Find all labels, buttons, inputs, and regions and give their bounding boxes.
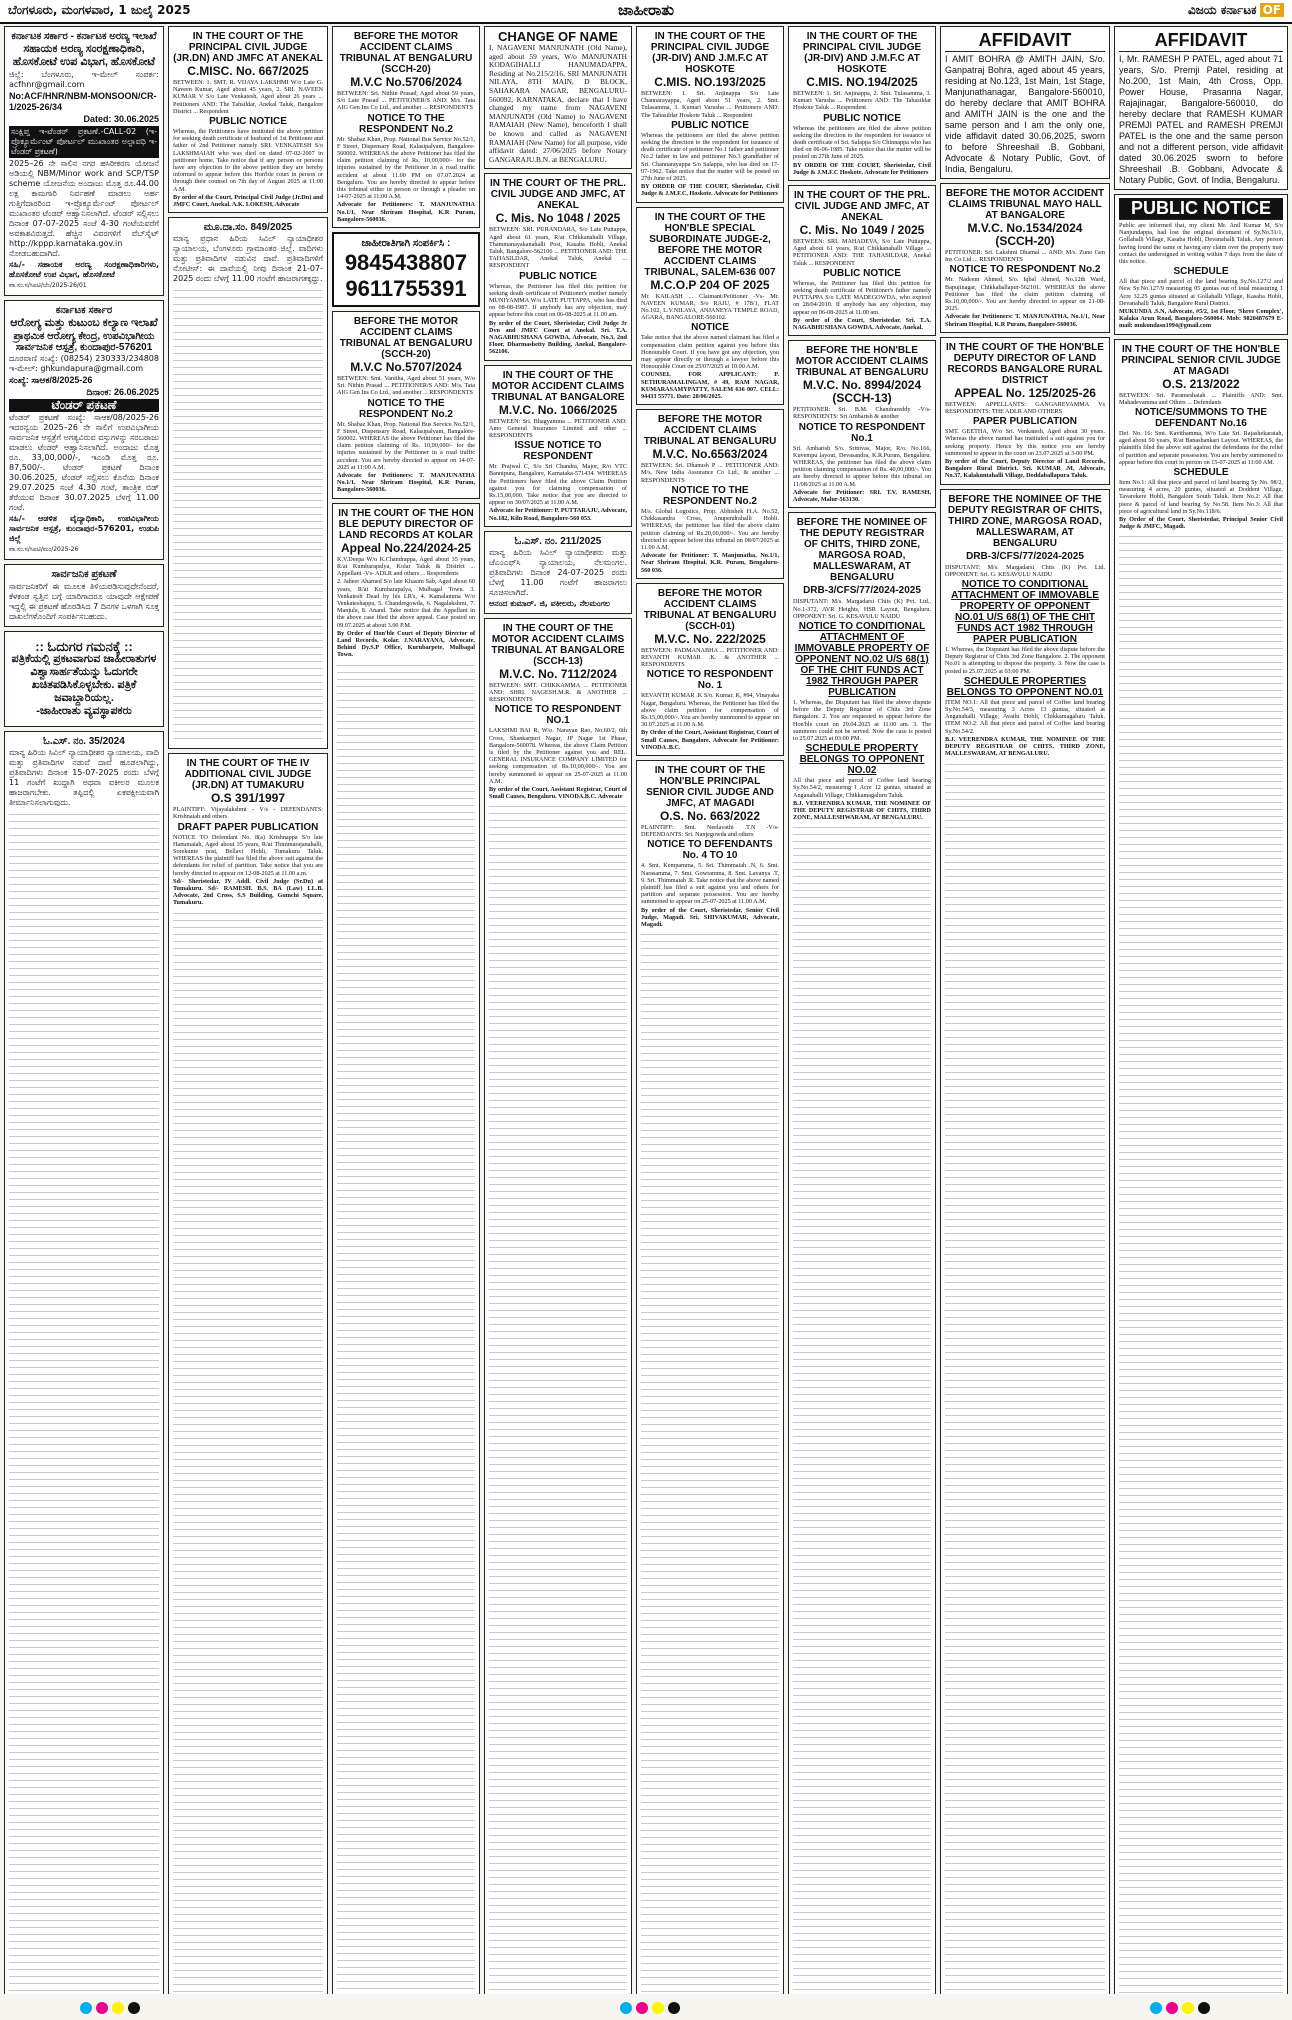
parties: BETWEEN: Sri. Bhagyamma ... PETITIONER AND: Amo General Insurance Limited and other ... RESPONDENTS (489, 417, 627, 439)
notice-heading: ISSUE NOTICE TO RESPONDENT (514, 440, 602, 463)
notice-signature: By order of the Court, Sheristedar. Sri. T.A. NAGABHUSHANA GOWDA, Advocate, Anekal. (793, 316, 931, 332)
ad-contact-label: ಜಾಹೀರಾತಿಗಾಗಿ ಸಂಪರ್ಕಿಸಿ : (361, 238, 451, 250)
page-header (0, 0, 1292, 24)
court-name: BEFORE THE MOTOR ACCIDENT CLAIMS TRIBUNAL MAYO HALL AT BANGALORE (945, 188, 1105, 221)
notice-signature: By Order of the Court, Assistant Registrar, Court of Small Causes, Bangalore. Advocate for Petitioner: VINODA .B.C. (641, 729, 779, 751)
notice-body: ಸಾರ್ವಜನಿಕರಿಗೆ ಈ ಮೂಲಕ ತಿಳಿಯಪಡಿಸುವುದೇನೆಂದರೆ, ಕೆಳಕಂಡ ಸ್ವತ್ತಿನ ಬಗ್ಗೆ ಯಾರಿಗಾದರೂ ಯಾವುದೇ ಆಕ್ಷೇಪಣೆ ಇದ್ದಲ್ಲಿ ಈ ಪ್ರಕಟಣೆ ಹೊರಡಿಸಿದ 7 ದಿನಗಳ ಒಳಗಾಗಿ ಸೂಕ್ತ ದಾಖಲೆಗಳೊಂದಿಗೆ ಸಂಪರ್ಕಿಸಬಹುದು. (9, 582, 159, 621)
case-number: O.S. 213/2022 (1162, 376, 1240, 391)
notice-heading: NOTICE TO RESPONDENT NO.1 (494, 704, 622, 727)
header-date: ಬೆಂಗಳೂರು, ಮಂಗಳವಾರ, 1 ಜುಲೈ 2025 (8, 3, 191, 17)
notice-body: Whereas, the Petitioners have instituted the above petition for seeking death certificate of husband of 1st Petitioner and father of 2nd Petitioner namely SRI. VENKATESH S/o LAKSHMAIAH who was died on dated 07-02-2007 in petitioner home. Take notice that if any person or persons have any objection to the above petition they are hereby informed to appear before this Hon'ble court in person or through their counsel on 7th day of August 2025 at 11:00 A.M. (173, 128, 323, 193)
notice-signature: By Order of Hon'ble Court of Deputy Director of Land Records, Kolar. J.NARAYANA, Advocate, Behind Dy.S.P Office, Kurubarpete, Mulbagal Town. (337, 629, 475, 659)
tender-heading: ಟೆಂಡರ್ ಪ್ರಕಟಣೆ (9, 399, 159, 412)
notice-body: M/s. Global Logistics, Prop. Abhishek H.A. No.52, Chikkasandra Cross, Anupendrahalli Hobli. WHEREAS, the petitioner has filed the above claim petition claiming of Rs.20,00,000/-. You are hereby directed to appear before this tribunal on 08/07/2025 at 11.00 A.M. (641, 507, 779, 551)
schedule-heading: SCHEDULE (1173, 266, 1229, 278)
claims-notice-7112 (484, 618, 632, 1994)
notice-signature: ಆನಂದ ಕುಮಾರ್. ಜಿ, ವಕೀಲರು, ನೆಲಮಂಗಲ (489, 598, 610, 608)
advisory-line-2: ವಿಶ್ವಾಸಾರ್ಹತೆಯನ್ನು ಓದುಗರೇ ಖಚಿತಪಡಿಸಿಕೊಳ್ಳಬೇಕು. ಪತ್ರಿಕೆ ಜವಾಬ್ದಾರಿಯಲ್ಲ. (30, 666, 138, 704)
notice-heading: PUBLIC NOTICE (519, 270, 597, 282)
schedule-body: All that piece and parcel of Coffee land bearing Sy.No.54/2, measuring 1 Acre 12 guntas, situated at Anganahalli Village, Chikkamagaluru Taluk. (793, 777, 931, 799)
court-suit-notice-kn (4, 731, 164, 1994)
notice-heading: NOTICE TO RESPONDENT No. 1 (646, 669, 774, 692)
parties: BETWEEN: Sri. Nithin Prasad, Aged about 59 years, S/o Late Prasad ... PETITIONER/S AND: M/s. Tata AIG Gen Ins Co Ltd., and another ... RESPONDENTS (337, 90, 475, 112)
parties: PLAINTIFF: Smt. Neelavathi .T.N -V/s- DEFENDANTS: Sri. Nanjegowda and others (641, 823, 779, 839)
change-of-name-notice (484, 26, 632, 169)
notice-signature: Advocate for Petitioner: SRI. T.V. RAMESH, Advocate, Malur-563130. (793, 488, 931, 504)
notice-body: ಮಾನ್ಯ ಹಿರಿಯ ಸಿವಿಲ್ ನ್ಯಾಯಾಧೀಶರ ನ್ಯಾಯಾಲಯ, ವಾದಿ ಮತ್ತು ಪ್ರತಿವಾದಿಗಳ ನಡುವೆ ದಾವೆ ಹೂಡಲಾಗಿದ್ದು, ಪ್ರತಿವಾದಿಗಳು ದಿನಾಂಕ 15-07-2025 ರಂದು ಬೆಳಗ್ಗೆ 11 ಗಂಟೆಗೆ ಖುದ್ದಾಗಿ ಅಥವಾ ವಕೀಲರ ಮೂಲಕ ಹಾಜರಾಗಬೇಕು. ತಪ್ಪಿದಲ್ಲಿ ಏಕಪಕ್ಷೀಯವಾಗಿ ತೀರ್ಮಾನಿಸಲಾಗುವುದು. (9, 748, 159, 807)
case-number: ಮೂ.ದಾ.ಸಂ. 849/2025 (203, 222, 293, 234)
case-number: APPEAL No. 125/2025-26 (954, 385, 1096, 400)
parties: BETWEEN: 1. SMT. R. VIJAYA LAKSHMI W/o Late G. Naveen Kumar, Aged about 45 years, 2. SRI. NAVEEN KUMAR V S/o Late Venkatesh, Aged about 26 years ... Petitioners AND: The Tahsildar, Anekal Taluk, Bangalore District ... Respondent (173, 79, 323, 115)
court-name: IN THE COURT OF THE HON'BLE PRINCIPAL SENIOR CIVIL JUDGE AT MAGADI (1121, 343, 1281, 377)
notice-signature: B.J. VEERENDRA KUMAR, THE NOMINEE OF THE DEPUTY REGISTRAR OF CHITS, THIRD ZONE, MALLESWARAM, AT BENGALURU. (945, 735, 1105, 758)
office-line: ಸಹಾಯಕ ಅರಣ್ಯ ಸಂರಕ್ಷಣಾಧಿಕಾರಿ, (23, 43, 145, 55)
tender-code: ವಾ.ಸಂ.ಸ/ಸಿಐಟಿ/ಬೆಂ/2025-26/01 (9, 282, 87, 289)
parties: BETWEEN: Smt. Vanitha, Aged about 51 years, W/o Sri. Nithin Prasad ... PETITIONER/S AND: M/s. Tata AIG Gen Ins Co Ltd., and another ... RESPONDENTS (337, 375, 475, 397)
registration-dot (668, 2002, 680, 2014)
court-name: IN THE COURT OF THE HON'BLE PRINCIPAL SENIOR CIVIL JUDGE AND JMFC, AT MAGADI (646, 764, 774, 809)
dense-body-text (641, 929, 779, 1994)
case-number: O.S. No. 663/2022 (659, 808, 761, 823)
notice-body: Whereas the petitioners are filed the above petition seeking the direction to the respondent for issuance of death certificate of petitioner No.1 father and petitioner No.2 father in law and petitioner No.3 grandfather of Sri. Channarayappa S/o Salappa, who has died on 17-07-1962. Take notice that the matter will be posted on 27th June of 2025. (641, 131, 779, 183)
case-number: C. Mis. No 1049 / 2025 (799, 223, 925, 238)
tender-call-banner: ಸಂಕ್ಷಿಪ್ತ ಇ-ಟೆಂಡರ್ ಪ್ರಕಟಣೆ.-CALL-02 (ಇ-ಪ್ರೊಕ್ಯೂರ್ಮೆಂಟ್ ಪೋರ್ಟಲ್ ಮುಖಾಂತರ ಅಲ್ಪಾವಧಿ ಇ-ಟೆಂಡರ್ ಪ್ರಕಟಣೆ) (11, 127, 157, 156)
column-2 (168, 26, 328, 1994)
court-name: IN THE COURT OF THE HON'BLE DEPUTY DIRECTOR OF LAND RECORDS BANGALORE RURAL DISTRICT (946, 341, 1104, 386)
claims-notice-1534 (940, 183, 1110, 333)
parties: BETWEEN: 1. Sri. Anjinappa, 2. Smt. Tulasamma, 3. Kumari Varusha ... Petitioners AND: The Tahasildar Hoskote Taluk ... Respondent (793, 90, 931, 112)
dense-body-text (9, 809, 159, 1994)
public-notice-lost-document (1114, 194, 1288, 335)
claims-notice-6563 (636, 409, 784, 578)
parties: BETWEEN: SRI. PURANDARA, S/o Late Puttappa, Aged about 61 years, R/at Chikkanahalli Village, Thammanayakanahalli Post, Kasaba Hobli, Anekal Taluk, Bangalore-562106 ... PETITIONER AND: THE TAHASILDAR, Anekal Taluk, Anekal ... RESPONDENT (489, 226, 627, 270)
court-name: IN THE COURT OF THE PRINCIPAL CIVIL JUDGE (JR-DIV) AND J.M.F.C AT HOSKOTE (802, 31, 922, 75)
notice-heading: ಸಾರ್ವಜನಿಕ ಪ್ರಕಟಣೆ (51, 569, 117, 580)
parties: PLAINTIFF: Vijayalakshmi - V/s - DEFENDANTS: Krishnaiah and others (173, 806, 323, 821)
govt-line: ಕರ್ನಾಟಕ ಸರ್ಕಾರ - ಕರ್ನಾಟಕ ಅರಣ್ಯ ಇಲಾಖೆ (11, 31, 157, 42)
schedule-body: Item No.1: All that piece and parcel of land bearing Sy No. 98/2, measuring 4 acres, 20 guntas, situated at Doddeni Village, Tavarekere Hobli, Bangalore South Taluk. Item No.2: All that piece & parcel of land bearing Sy No.58. Item No.3: All that piece of agricultural land in Sy.No.118/6. (1119, 479, 1283, 515)
parties: K.V.Deepa W/o K.Chandrappa, Aged about 35 years, R/at Kumbarapalya, Kolar Taluk & District ... Appellant -Vs- ADLR and others ... Respondents (337, 555, 475, 578)
court-name: IN THE COURT OF THE HON BLE DEPUTY DIRECTOR OF LAND RECORDS AT KOLAR (338, 507, 474, 541)
case-number: M.V.C. No.1534/2024 (SCCH-20) (967, 221, 1083, 248)
case-number: ಓ.ಎಸ್. ನಂ. 211/2025 (514, 535, 602, 547)
notice-heading: DRAFT PAPER PUBLICATION (177, 821, 319, 833)
notice-signature: By order of the Court, Assistant Registrar, Court of Small Causes, Bengaluru. VINODA.B.C. Advocate (489, 786, 627, 801)
court-notice-os-391 (168, 753, 328, 1994)
court-name: IN THE COURT OF THE PRL. CIVIL JUDGE AND JMFC, AT ANEKAL (489, 178, 627, 212)
forest-tender-notice (4, 26, 164, 296)
notice-signature: Advocate for Petitioner: P. PUTTARAJU, Advocate, No.182, Kiln Road, Bangalore-560 053. (489, 507, 627, 522)
court-notice-cmis-1048 (484, 173, 632, 360)
dense-body-text (337, 660, 475, 1994)
notice-body: 4. Smt. Kempamma, 5. Sri. Thimmaiah .N, 6. Smt. Narasamma, 7. Smt. Gowramma, 8. Smt. Lavanya .T, 9. Sri. Thimmaiah .R. Take notice that the above named plaintiff has filed a suit against you and others for partition and separate possession. You are hereby summoned to appear on 25-07-2025 at 11.00 A.M. (641, 862, 780, 906)
schedule-heading: SCHEDULE PROPERTIES BELONGS TO OPPONENT NO.01 (946, 675, 1104, 698)
notice-heading: NOTICE TO RESPONDENT No.2 (949, 264, 1101, 276)
schedule-body: All that piece and parcel of the land bearing Sy.No.127/2 and New Sy.No.127/9 measuring 05 guntas out of total measuring 1 Acre 32.25 guntas situated at Gollahalli Village, Kasaba Hobli, Devanahalli Taluk, Bangalore Rural District. (1119, 278, 1283, 307)
notice-signature: BY ORDER OF THE COURT, Sheristedar, Civil Judge & J.M.F.C, Hoskote. Advocate for Petitioners (641, 183, 779, 198)
notice-body: I, NAGAVENI MANJUNATH (Old Name), aged about 59 years, W/o MANJUNATH KODAGIHALLI HANUMADAPPA, Residing at No.215/2/16, SRI MANJUNATH NILAYA, 8TH MAIN, D BLOCK, SAHAKARA NAGAR, BENGALURU-560092, KARNATAKA, declare that I have changed my name from NAGAVENI MANJUNATH (Old Name) to NAGAVENI RAMAIAH (New Name), henceforth I shall be known and called as NAGAVENI RAMAIAH (New Name) for all purpose, vide affidavit dated: 27/06/2025 before Notary GANGARAJU.B.N. at BENGALURU. (489, 43, 627, 164)
court-name: IN THE COURT OF THE PRL. CIVIL JUDGE AND JMFC, AT ANEKAL (793, 190, 931, 224)
case-number: M.V.C No.5707/2024 (350, 360, 462, 375)
notice-body: Public are informed that, my client Mr. Anil Kumar M, S/o Nanjundappa, had lost the original document of Sy.No.31/1, Gollahalli Village, Kasaba Hobli, Devanahalli Taluk. Any person having found the same or having any claim over the property may contact the undersigned in writing within 7 days from the date of this notice. (1119, 222, 1283, 266)
registration-dot (652, 2002, 664, 2014)
notice-heading: NOTICE TO CONDITIONAL ATTACHMENT OF IMMOVABLE PROPERTY OF OPPONENT NO.02 U/S 68(1) OF THE CHIT FUNDS ACT 1982 THROUGH PAPER PUBLICATION (794, 620, 930, 698)
court-name: BEFORE THE NOMINEE OF THE DEPUTY REGISTRAR OF CHITS, THIRD ZONE, MARGOSA ROAD, MALLESWARAM, AT BENGALURU (796, 517, 928, 584)
notice-signature: Sd/- Sheristedar, IV Addl. Civil Judge (Sr.Dn) at Tumakuru. Sd/- RAMESH. B.S. BA (Law) LL.B. Advocate, 2nd Cross, S.S Building, Gumchi Square, Tumakuru. (173, 877, 323, 907)
reference-date: Dated: 30.06.2025 (83, 114, 159, 124)
notice-signature: By order of the Court, Sheristedar, Senior Civil Judge, Magadi. Sri. SHIVAKUMAR, Advocate, Magadi. (641, 906, 779, 928)
land-records-kolar-notice (332, 503, 480, 1994)
court-name: BEFORE THE MOTOR ACCIDENT CLAIMS TRIBUNAL AT BENGALURU (SCCH-20) (339, 316, 473, 361)
column-3 (332, 26, 480, 1994)
hospital-tender-notice (4, 300, 164, 560)
case-number: M.V.C. No. 7112/2024 (499, 666, 617, 681)
affidavit-body: I AMIT BOHRA @ AMITH JAIN, S/o. Ganpatraj Bohra, aged about 45 years, residing at No.123, 1st Main, 1st Stage, Manjunathanagar, Bangalore-560010, do hereby declare that AMIT BOHRA and AMITH JAIN is the one and the same person and I am the only one, vide affidavit dated 30.06.2025, sworn to before Shreeshail .B. Gobbani, Advocate & Notary Public, Govt. of India, Bengaluru. (945, 54, 1105, 174)
notice-body: 1. Whereas, the Disputant has filed the above dispute before the Deputy Registrar of Chits 3rd Zone Bangalore. 2. You are requested to appear before the Hon'ble court on 29.04.2025 at 11.00 am. 3. The summons could not be served. Now the case is posted to 25.07.2025 at 03:00 PM. (793, 698, 931, 742)
court-name: IN THE COURT OF THE MOTOR ACCIDENT CLAIMS TRIBUNAL AT BANGALORE (SCCH-13) (491, 622, 625, 667)
contact-line: ಜಿಲ್ಲೆ: ಬೆಂಗಳೂರು, ಇ-ಮೇಲ್ ಸಂಪರ್ಕ: acfhnr@gmail.com (9, 70, 159, 89)
registration-dot (96, 2002, 108, 2014)
page-section-title: ಜಾಹೀರಾತು (618, 1, 674, 19)
notice-signature: MUKUNDA .S.N, Advocate, #5/2, 1st Floor, 'Shree Complex', Kalaka Arun Road, Bangalore-560064. Mob: 9820487679 E-mail: mukundasn1994@gmail.com (1119, 308, 1283, 330)
salem-tribunal-notice (636, 207, 784, 406)
dense-body-text (489, 801, 627, 1994)
notice-heading: PUBLIC NOTICE (671, 119, 749, 131)
office-line-2: ಪ್ರಾಥಮಿಕ ಆರೋಗ್ಯ ಕೇಂದ್ರ, ಉಪವಿಭಾಗೀಯ ಸಾರ್ವಜನಿಕ ಆಸ್ಪತ್ರೆ, ಕುಂದಾಪುರ-576201 (13, 331, 155, 353)
registration-dot (1150, 2002, 1162, 2014)
advisory-line-1: ಪತ್ರಿಕೆಯಲ್ಲಿ ಪ್ರಕಟವಾಗುವ ಜಾಹೀರಾತುಗಳ (11, 653, 157, 665)
notice-body: Mr. Shabaz Khan, Prop. National Bus Service No.52/1, F Street, Dispensary Road, Kalasipalyam, Bangalore-560002. WHEREAS the above Petitioner has filed the claim petition claiming of Rs. 10,00,000/- for the injuries sustained by the Petitioner in a road traffic accident at about 11.00 PM on 07.07.2024 at Bengaluru. You are hereby directed to appear before this tribunal either in person or through a pleader on 14-07-2025 at 11:00 A.M. (337, 135, 475, 201)
parties: BETWEEN: APPELLANTS: GANGAREVAMMA Vs RESPONDENTS: THE ADLR AND OTHERS (945, 400, 1105, 416)
case-number: O.S 391/1997 (210, 791, 286, 806)
notice-heading: PUBLIC NOTICE (1119, 198, 1283, 220)
affidavit-body: I, Mr. RAMESH P PATEL, aged about 71 years, S/o. Premji Patel, residing at No.200, 1st Main, 4th Cross, Opp. Power House, Prasanna Nagar, Rajajinagar, Bangalore-560010, do hereby declare that RAMESH KUMAR PREMJI PATEL and RAMESH PREMJI PATEL is the one and the same person and not a different person, vide affidavit dated 30.06.2025 sworn to before Shreeshail .B. Gobbani, Advocate & Notary Public, Govt. of India, Bengaluru. (1119, 54, 1283, 185)
claims-notice-5707 (332, 311, 480, 499)
notice-heading: PUBLIC NOTICE (823, 267, 901, 279)
notice-signature: BY ORDER OF THE COURT, Sheristedar, Civil Judge & J.M.F.C Hoskote. Advocate for Petitioners (793, 161, 931, 176)
notice-body: Whereas the petitioners are filed the above petition seeking the direction to the respondent for issuance of death certificate of Sri. Salappa S/o Chinnappa who has died on 06-06-1985. Take notice that the matter will be posted on 27th June of 2025. (793, 124, 931, 161)
case-number: C.MIS. NO.194/2025 (806, 75, 918, 89)
print-registration-marks (0, 1998, 1292, 2020)
court-notice-kn-3 (484, 531, 632, 614)
notice-body: 2. Jaheer Ahamed S/o late Khasim Sab, Aged about 60 years, R/at Kumbarapalya, Mulbagal Town. 3. Venkatesh Dead by his LR's, 4. Kamalamma W/o Venkateshappa, 5. Chandregowda, 6. Nagalakshmi, 7. Manjula, 8. Anand. Take notice that the Appellant in the above case filed the above appeal. Case posted on 09.07.2025 at about 3.00 P.M. (337, 578, 475, 629)
court-name: BEFORE THE MOTOR ACCIDENT CLAIMS TRIBUNAL AT BENGALURU (643, 414, 777, 448)
notice-signature: Advocate for Petitioners: T. MANJUNATHA No.1/1, Near Shriram Hospital, K.R Puram, Bangalore-560036. (337, 201, 475, 223)
schedule-heading: SCHEDULE (1173, 467, 1229, 479)
parties: BETWEEN: 1. Sri. Anjinappa S/o Late Channarayappa, Aged about 51 years, 2. Smt. Tulasamma, 3. Kumari Varusha ... Petitioners AND: The Tahasildar Hoskote Taluk ... Respondent (641, 90, 779, 119)
dense-body-text (1119, 531, 1283, 1994)
court-notice-os-213 (1114, 339, 1288, 1994)
notice-body: Mr. Shabaz Khan, Prop. National Bus Service No.52/1, F Street, Dispensary Road, Kalasipalyam, Bangalore-560002. WHEREAS the above Petitioner has filed the claim petition claiming of Rs. 10,00,000/- for the injuries sustained by the Petitioner in a road traffic accident. You are hereby directed to appear on 14-07-2025 at 11:00 A.M. (337, 420, 475, 471)
notice-signature: Advocate for Petitioners: T. MANJUNATHA, No.1/1, Near Shriram Hospital, K.R Puram, Bangalore-560036. (945, 313, 1105, 328)
parties: PETITIONER: Sri. Lakshmi Dhamal ... AND: M/s. Zuno Gen Ins Co Ltd ... RESPONDENTS (945, 249, 1105, 264)
reference-date: ದಿನಾಂಕ: 26.06.2025 (86, 387, 159, 397)
office-line-2: ಹೊಸಕೋಟೆ ಉಪ ವಿಭಾಗ, ಹೊಸಕೋಟೆ (12, 56, 156, 68)
court-notice-cmis-193 (636, 26, 784, 203)
notice-body: Def. No. 16: Smt. Kavithamma, W/o Late Sri. Rajashekaraiah, aged about 50 years, R/at Banashankari Layout. WHEREAS, the plaintiffs filed the above suit against the defendants for the relief of partition and separate possession. You are hereby summoned to appear before this court in person on 15-07-2025 at 11:00 AM. (1119, 430, 1283, 466)
registration-dot (620, 2002, 632, 2014)
case-number: DRB-3/CFS/77/2024-2025 (803, 585, 921, 597)
registration-dot (1198, 2002, 1210, 2014)
notice-body: Mr. Prajwal C, S/o Sri Chandra, Major, R/o VTC Bannipura, Bangalore, Karnataka-571434. WHEREAS the Petitioners have filed the above Claim Petition against you for claiming compensation of Rs.15,00,000. Take notice that you are directed to appear on 30/07/2025 at 11.00 A.M. (489, 463, 627, 507)
office-line: ಆರೋಗ್ಯ ಮತ್ತು ಕುಟುಂಬ ಕಲ್ಯಾಣ ಇಲಾಖೆ (10, 317, 158, 329)
notice-heading: CHANGE OF NAME (498, 29, 618, 44)
court-notice-cmisc-667 (168, 26, 328, 213)
case-number: M.V.C. No. 222/2025 (654, 631, 766, 646)
case-number: M.V.C. No.6563/2024 (652, 447, 768, 462)
reader-advisory (4, 631, 164, 727)
ad-phone-2: 9611755391 (345, 276, 467, 302)
court-name: IN THE COURT OF THE MOTOR ACCIDENT CLAIMS TRIBUNAL AT BANGALORE (491, 369, 625, 403)
affidavit-heading: AFFIDAVIT (1119, 30, 1283, 52)
notice-heading: PUBLIC NOTICE (209, 116, 287, 128)
parties: DISPUTANT: M/s. Margadarsi Chits (K) Pvt. Ltd. OPPONENT: Sri. G. KESAVULU NAIDU (945, 563, 1105, 578)
tender-body: 2025–26 ನೇ ಸಾಲಿನ ನಗರ ಹಸಿರೀಕರಣ ಯೋಜನೆ ಅಡಿಯಲ್ಲಿ NBM/Minor work and SCP/TSP scheme ಯೋಜನೆಯ ಅಂದಾಜು ಮೊತ್ತ ರೂ.44.00 ಲಕ್ಷ ಕಾಮಗಾರಿ ನಿರ್ವಹಣೆ ಮಾಡಲು ಅರ್ಹ ಗುತ್ತಿಗೆದಾರರಿಂದ ಇ-ಪ್ರೊಕ್ಯೂರ್ಮೆಂಟ್ ಪೋರ್ಟಲ್ ಮುಖಾಂತರ ಟೆಂಡರ್ ಆಹ್ವಾನಿಸಲಾಗಿದೆ. ಟೆಂಡರ್ ಸಲ್ಲಿಸಲು ದಿನಾಂಕ 07-07-2025 ಸಂಜೆ 4-30 ಗಂಟೆಯವರೆಗೆ ಅವಕಾಶವಿರುತ್ತದೆ. ಹೆಚ್ಚಿನ ವಿವರಗಳಿಗೆ ವೆಬ್‌ಸೈಟ್ http://kppp.karnataka.gov.in ನೋಡಬಹುದಾಗಿದೆ. (9, 159, 159, 258)
parties: DISPUTANT: M/s. Margadarsi Chits (K) Pvt. Ltd., No.1-372, AVR Heights, HSR Layout, Bengaluru. OPPONENT: Sri. G. KESAVULU NAIDU (793, 598, 931, 620)
public-notice-kn (4, 564, 164, 627)
court-name: BEFORE THE MOTOR ACCIDENT CLAIMS TRIBUNAL AT BENGALURU (SCCH-20) (339, 31, 473, 75)
notice-heading: PAPER PUBLICATION (972, 416, 1078, 428)
tender-code: ವಾ.ಸಂ.ಸ/ಸಿಐಟಿ/ಮಂ/2025-26 (9, 546, 79, 553)
registration-dot (80, 2002, 92, 2014)
court-name: BEFORE THE NOMINEE OF THE DEPUTY REGISTRAR OF CHITS, THIRD ZONE, MARGOSA ROAD, MALLESWARAM, AT BENGALURU (947, 493, 1103, 549)
case-number: DRB-3/CFS/77/2024-2025 (966, 550, 1084, 562)
notice-body: LAKSHMI BAI R, W/o. Narayan Rao, No.60/2, 6th Cross, Shankarpuri Nagar, JP Nagar 1st Phase, Bangalore-560078. Whereas, the above Claim Petition is filed by the Petitioner against you and REL. GENERAL INSURANCE COMPANY LIMITED for seeking compensation of Rs.10,00,000/-. You are hereby summoned to appear on 25-07-2025 at 11.00 A.M. (489, 727, 627, 785)
court-name: IN THE COURT OF THE PRINCIPAL CIVIL JUDGE (JR.DN) AND JMFC AT ANEKAL (173, 31, 323, 64)
land-records-appeal-125 (940, 337, 1110, 485)
case-number: ಓ.ಎಸ್. ನಂ. 35/2024 (43, 736, 125, 747)
reference-number: No:ACF/HNR/NBM-MONSOON/CR-1/2025-26/34 (9, 91, 157, 112)
notice-heading: NOTICE TO DEFENDANTS No. 4 TO 10 (647, 839, 773, 862)
court-notice-os-663 (636, 760, 784, 1994)
notice-heading: NOTICE TO CONDITIONAL ATTACHMENT OF IMMOVABLE PROPERTY OF OPPONENT NO.01 U/S 68(1) OF THE CHIT FUNDS ACT 1982 THROUGH PAPER PUBLICATION (951, 579, 1099, 646)
parties: BETWEEN: PADMANABHA ... PETITIONER AND: REVANTH KUMAR .K. & ANOTHER ... RESPONDENTS (641, 646, 779, 669)
parties: BETWEEN: Sri. Parameshaiah ... Plaintiffs AND: Smt. Mahadevamma and Others ... Defendants (1119, 391, 1283, 406)
parties: PETITIONER: Sri. B.M. Chandrareddy -V/s- RESPONDENTS: Sri Ambarish & another (793, 406, 931, 421)
notice-signature: Advocate for Petitioner: T. Manjunatha, No.1/1, Near Shriram Hospital, K.R. Puram, Bengaluru-560 036. (641, 552, 779, 574)
parties: Mr. KAILASH ... Claimant/Petitioner -Vs- Mr. NAVEEN KUMAR, S/o RAJU, # 178/1, FLAT No.102, L.V.NILAYA, ANJANEYA TEMPLE ROAD, AGARA, BANGALORE-560102. (641, 292, 779, 322)
notice-body: ಮಾನ್ಯ ಹಿರಿಯ ಸಿವಿಲ್ ನ್ಯಾಯಾಧೀಶರು ಮತ್ತು ಜೆಎಂಎಫ್‌ಸಿ ನ್ಯಾಯಾಲಯ, ನೆಲಮಂಗಲ. ಪ್ರತಿವಾದಿಗಳು ದಿನಾಂಕ 24-07-2025 ರಂದು ಬೆಳಗ್ಗೆ 11.00 ಗಂಟೆಗೆ ಹಾಜರಾಗಲು ಸೂಚಿಸಲಾಗಿದೆ. (489, 547, 627, 597)
ad-contact-box (332, 232, 480, 307)
column-8 (1114, 26, 1288, 1994)
case-number: C. Mis. No 1048 / 2025 (495, 211, 621, 226)
column-6 (788, 26, 936, 1994)
column-1 (4, 26, 164, 1994)
contact-line: ದೂರವಾಣಿ ಸಂಖ್ಯೆ: (08254) 230333/234808 ಇ-ಮೇಲ್: ghkundapura@gmail.com (9, 354, 159, 373)
registration-dot (112, 2002, 124, 2014)
court-name: BEFORE THE MOTOR ACCIDENT CLAIMS TRIBUNAL AT BENGALURU (SCCH-01) (643, 587, 777, 632)
case-number: C.MISC. No. 667/2025 (187, 64, 309, 78)
advisory-title: :: ಓದುಗರ ಗಮನಕ್ಕೆ :: (35, 639, 133, 654)
notice-body: ಮಾನ್ಯ ಪ್ರಧಾನ ಹಿರಿಯ ಸಿವಿಲ್ ನ್ಯಾಯಾಧೀಶರ ನ್ಯಾಯಾಲಯ, ಬೆಂಗಳೂರು ಗ್ರಾಮಾಂತರ ಜಿಲ್ಲೆ. ವಾದಿಗಳು ಮತ್ತು ಪ್ರತಿವಾದಿಗಳ ನಡುವಿನ ದಾವೆ. ಪ್ರತಿವಾದಿಗಳಿಗೆ ನೋಟೀಸ್: ಈ ದಾವೆಯಲ್ಲಿ ನೀವು ದಿನಾಂಕ 21-07-2025 ರಂದು ಬೆಳಗ್ಗೆ 11.00 ಗಂಟೆಗೆ ಹಾಜರಾಗತಕ್ಕದ್ದು. (173, 234, 323, 284)
dense-body-text (945, 759, 1105, 1995)
notice-signature: B.J. VEERENDRA KUMAR, THE NOMINEE OF THE DEPUTY REGISTRAR OF CHITS, THIRD ZONE, MALLESHWARAM, AT BENGALURU. (793, 799, 931, 822)
notice-signature: COUNSEL FOR APPLICANT: P. SETHURAMALINGAM, # 49, RAM NAGAR, KUMARASAMYPATTY, SALEM 636 007. CELL: 94433 55771. Date: 28/06/2025. (641, 371, 779, 401)
notice-body: Whereas, the Petitioner has filed this petition for seeking death certificate of Petitioner's father namely PUTTAPPA S/o LATE MADEGOWDA, who expired on 28/04/2010. If anybody has any objection, may appear on 06-08-2025 at 11.00 am. (793, 279, 931, 316)
parties: BETWEEN: Sri. Dhanush P ... PETITIONER AND: M/s. New India Assurance Co Ltd., & another ... RESPONDENTS (641, 462, 779, 484)
parties: BETWEEN: SRI. MAHADEVA, S/o Late Puttappa, Aged about 61 years, R/at Chikkanahalli Village ... PETITIONER AND: THE TAHASILDAR, Anekal Taluk ... RESPONDENT (793, 238, 931, 267)
notice-body: Take notice that the above named claimant has filed a compensation claim petition against you before this Honourable Court. If you have got any objection, you may appear directly or through a lawyer before this Honourable Court on 25/07/2025 at 10.00 A.M. (641, 334, 779, 371)
notice-body: NOTICE TO Defendant No. 8(a) Krishnappa S/o late Hanumaiah, Aged about 35 years, R/at Thimmarajanahalli, Sorekunte post, Bellavi Hobli, Tumakuru Taluk. WHEREAS the plaintiff has filed the above suit against the defendants for relief of partition. Take notice that you are hereby directed to appear on 12-08-2025 at 11.00 a.m. (173, 833, 323, 877)
affidavit-heading: AFFIDAVIT (945, 30, 1105, 52)
notice-heading: NOTICE (691, 322, 729, 334)
court-name: BEFORE THE HON'BLE MOTOR ACCIDENT CLAIMS TRIBUNAL AT BENGALURU (795, 345, 929, 379)
case-number: M.V.C. No. 1066/2025 (498, 402, 618, 417)
dense-body-text (173, 285, 323, 745)
case-number: M.C.O.P 204 OF 2025 (650, 277, 770, 292)
schedule-heading: SCHEDULE PROPERTY BELONGS TO OPPONENT NO.02 (799, 743, 925, 777)
registration-dot (1166, 2002, 1178, 2014)
case-number: M.V.C No.5706/2024 (350, 75, 462, 89)
notice-heading: NOTICE TO RESPONDENT No.1 (798, 421, 926, 444)
registration-dot (636, 2002, 648, 2014)
notice-signature: By Order of the Court, Sheristedar, Principal Senior Civil Judge & JMFC, Magadi. (1119, 516, 1283, 531)
schedule-body: ITEM NO.1: All that piece and parcel of Coffee land bearing Sy.No.54/3, measuring 3 Acres 13 guntas, situated at Anganahalli Village, Avathi Hobli, Chikkamagaluru Taluk. ITEM NO.2: All that piece and parcel of Coffee land bearing Sy.No.54/2. (945, 698, 1105, 735)
chits-attachment-notice-opp1 (940, 489, 1110, 1994)
case-number: M.V.C. No. 8994/2024 (SCCH-13) (802, 378, 922, 406)
registration-dot (1182, 2002, 1194, 2014)
dense-body-text (173, 908, 323, 1994)
column-7 (940, 26, 1110, 1994)
notice-body: REVANTH KUMAR .K S/o. Kumar. K, #94, Vinayaka Nagar, Bengaluru. Whereas, the Petitioner has filed the above claim petition for compensation of Rs.15,00,000/-. You are hereby summoned to appear on 30.07.2025 at 11.00 A.M. (641, 692, 779, 729)
notice-body: SMT. GEETHA, W/o Sri. Venkatesh, Aged about 30 years. Whereas the above named has instituted a suit against you for seeking property. Hence by this notice you are hereby summoned to appear in the court on 23.07.2025 at 3-00 PM. (945, 428, 1105, 457)
parties: BETWEEN: SMT. CHIKKAMMA ... PETITIONER AND: SHRI. NAGESH.M.R. & ANOTHER ... RESPONDENTS (489, 681, 627, 704)
case-number: Appeal No.224/2024-25 (340, 540, 472, 555)
govt-line: ಕರ್ನಾಟಕ ಸರ್ಕಾರ (55, 305, 113, 316)
notice-body: Sri. Ambarish S/o. Srinivas, Major, R/o. No.166, Kuvempu layout, Devasandra, K.R.Puram, Bengaluru. WHEREAS, the petitioner has filed the above claim petition claiming compensation of Rs. 40,00,000/-. You are hereby directed to appear before this tribunal on 11/08/2025 at 11.00 A.M. (793, 444, 931, 488)
column-5 (636, 26, 784, 1994)
notice-body: Mr. Nadeem Ahmed, S/o. Iqbal Ahmed, No.12th Ward, Bapujinagar, Chikkaballapur-562101. WHEREAS the above Petitioner has filed the claim petition claiming of Rs.10,00,000/-. You are hereby directed to appear on 21-08-2025. (945, 276, 1105, 313)
tender-signature: ಸಹಿ/- ಸಹಾಯಕ ಅರಣ್ಯ ಸಂರಕ್ಷಣಾಧಿಕಾರಿಗಳು, ಹೊಸಕೋಟೆ ಉಪ ವಿಭಾಗ, ಹೊಸಕೋಟೆ (9, 260, 159, 279)
newspaper-brand (1188, 3, 1284, 18)
notice-signature: By order of the Court, Principal Civil Judge (Jr.Dn) and JMFC Court, Anekal. A.K. LOKESH, Advocate (173, 193, 323, 209)
claims-notice-222 (636, 583, 784, 756)
column-4 (484, 26, 632, 1994)
notice-heading: NOTICE TO THE RESPONDENT No.2 (663, 484, 757, 507)
brand-mark: OF (1260, 3, 1284, 17)
court-notice-cmis-1049 (788, 185, 936, 336)
court-name: IN THE COURT OF THE IV ADDITIONAL CIVIL JUDGE (JR.DN) AT TUMAKURU (184, 758, 312, 792)
court-name: IN THE COURT OF THE PRINCIPAL CIVIL JUDGE (JR-DIV) AND J.M.F.C AT HOSKOTE (650, 31, 770, 75)
notice-signature: By order of the Court, Sheristedar, Civil Judge Jr Dvn and JMFC Court at Anekal. Sri. T.A. NAGABHUSHANA GOWDA, Advocate, No.3, 2nd Floor, Dharmashetty Building, Anekal, Bangalore-562106. (489, 319, 627, 356)
notice-heading: NOTICE/SUMMONS TO THE DEFENDANT No.16 (1134, 407, 1268, 430)
notice-heading: NOTICE TO THE RESPONDENT No.2 (359, 397, 453, 420)
claims-notice-8994 (788, 340, 936, 508)
chits-attachment-notice-opp2 (788, 512, 936, 1994)
dense-body-text (793, 822, 931, 1994)
court-notice-cmis-194 (788, 26, 936, 181)
reference-number: ಸಂಖ್ಯೆ: ಸಾಆಕ/8/2025-26 (9, 375, 93, 385)
affidavit-ramesh-patel (1114, 26, 1288, 190)
notice-signature: Advocate for Petitioners: T. MANJUNATHA No.1/1, Near Shriram Hospital, K.R Puram, Bangalore-560036. (337, 472, 475, 494)
claims-notice-1066 (484, 365, 632, 527)
notice-body: 1. Whereas, the Disputant has filed the above dispute before the Deputy Registrar of Chits 3rd Zone Bangalore. 2. The opponent No.01 is attempting to dispose the property. 3. Now the case is posted to 25.07.2025 at 03:00 PM. (945, 646, 1105, 675)
notice-heading: PUBLIC NOTICE (823, 112, 901, 124)
ad-phone-1: 9845438807 (344, 250, 468, 276)
tender-signature: ಸಹಿ/- ಆಡಳಿತ ವೈದ್ಯಾಧಿಕಾರಿ, ಉಪವಿಭಾಗೀಯ ಸಾರ್ವಜನಿಕ ಆಸ್ಪತ್ರೆ, ಕುಂದಾಪುರ-576201, ಉಡುಪಿ ಜಿಲ್ಲೆ (9, 514, 159, 543)
brand-name: ವಿಜಯ ಕರ್ನಾಟಕ (1187, 3, 1257, 17)
tender-body: ಟೆಂಡರ್ ಪ್ರಕಟಣೆ ಸಂಖ್ಯೆ: ಸಾಆಕ/08/2025-26 ಇದರನ್ವಯ 2025–26 ನೇ ಸಾಲಿಗೆ ಉಪವಿಭಾಗೀಯ ಸಾರ್ವಜನಿಕ ಆಸ್ಪತ್ರೆಗೆ ಅಗತ್ಯವಿರುವ ವಸ್ತುಗಳನ್ನು ಸರಬರಾಜು ಮಾಡಲು ಟೆಂಡರ್ ಆಹ್ವಾನಿಸಲಾಗಿದೆ. ಅಂದಾಜು ಮೊತ್ತ ರೂ. 33,00,000/-, ಇಎಂಡಿ ಮೊತ್ತ ರೂ. 87,500/-. ಟೆಂಡರ್ ಪ್ರಕಟಣೆ ದಿನಾಂಕ 30.06.2025, ಟೆಂಡರ್ ಸಲ್ಲಿಸಲು ಕೊನೆಯ ದಿನಾಂಕ 29.07.2025 ಸಂಜೆ 4.30 ಗಂಟೆ, ತಾಂತ್ರಿಕ ಬಿಡ್ ತೆರೆಯುವ ದಿನಾಂಕ 30.07.2025 ಬೆಳಗ್ಗೆ 11.00 ಗಂಟೆ. (9, 413, 159, 512)
court-name: IN THE COURT OF THE HON'BLE SPECIAL SUBORDINATE JUDGE-2, BEFORE THE MOTOR ACCIDENT CLAIMS TRIBUNAL, SALEM-636 007 (644, 211, 776, 278)
registration-dot (128, 2002, 140, 2014)
claims-notice-5706 (332, 26, 480, 228)
notice-heading: NOTICE TO THE RESPONDENT No.2 (359, 112, 453, 135)
notice-signature: By order of the Court, Deputy Director of Land Records, Bangalore Rural District. Sri. KUMAR .M, Advocate, No.37, Kalakuntahalli Village, Doddaballapura Taluk. (945, 458, 1105, 480)
case-number: C.MIS. NO.193/2025 (654, 75, 766, 89)
advisory-sign: -ಜಾಹೀರಾತು ವ್ಯವಸ್ಥಾಪಕರು (36, 705, 132, 717)
court-notice-kn-2 (168, 217, 328, 749)
notice-body: Whereas, the Petitioner has filed this petition for seeking death certificate of Petitioner's mother namely MUNIYAMMA W/o LATE PUTTAPPA, who has died on 08-08-1987. If anybody has any objection, may appear before this court on 06-08-2025 at 11.00 am. (489, 282, 627, 319)
affidavit-amit-bohra (940, 26, 1110, 179)
